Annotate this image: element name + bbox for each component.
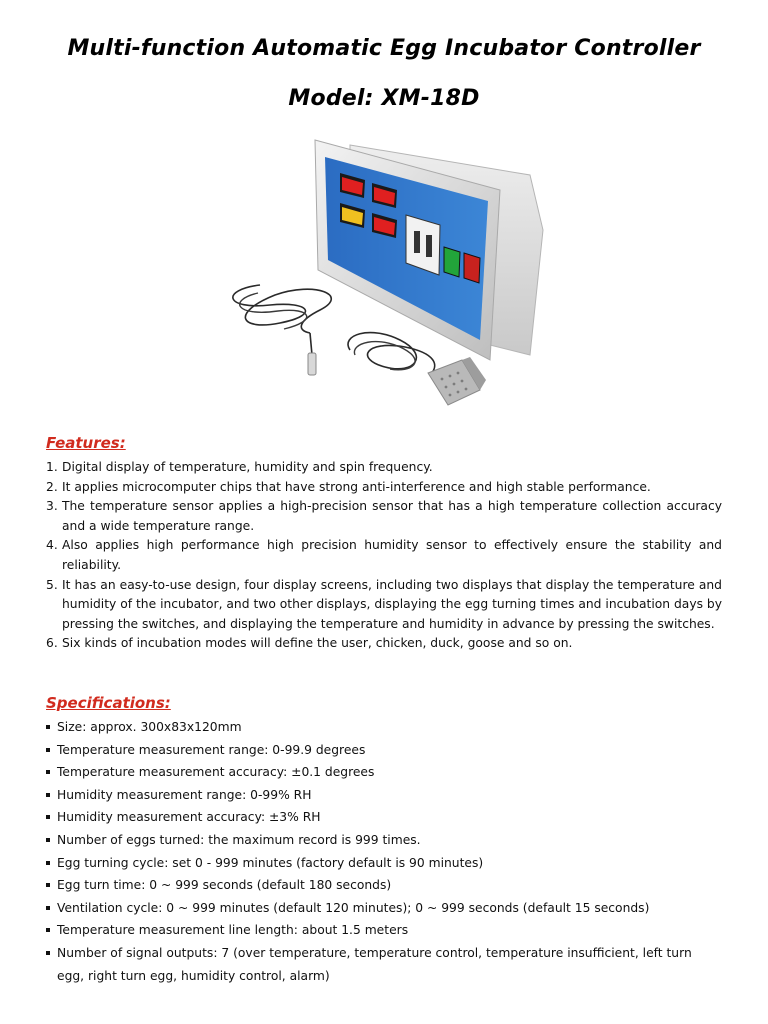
specifications-list [46, 716, 722, 987]
list-item [46, 576, 722, 635]
item-number: 3. [46, 499, 58, 514]
item-text: It has an easy-to-use design, four display screens, including two displays that display the temperature and humidity of the incubator, and two other displays, displaying the egg turning times and incubation days by pressing the switches, and displaying the temperature and humidity in advance by pressing the switches. [62, 577, 722, 631]
list-item [46, 478, 722, 498]
item-text: Digital display of temperature, humidity and spin frequency. [62, 460, 433, 474]
spec-item: Temperature measurement accuracy: ±0.1 degrees [46, 761, 722, 784]
spec-item: Temperature measurement line length: about 1.5 meters [46, 919, 722, 942]
list-item [46, 536, 722, 575]
item-text: The temperature sensor applies a high-precision sensor that has a high temperature collection accuracy and a wide temperature range. [62, 499, 722, 533]
item-number: 5. [46, 577, 58, 592]
spec-item: Number of signal outputs: 7 (over temperature, temperature control, temperature insufficient, left turn egg, right turn egg, humidity control, alarm) [46, 942, 722, 987]
list-item [46, 497, 722, 536]
features-heading: Features: [46, 434, 126, 452]
list-item [46, 634, 722, 654]
document-title: Multi-function Automatic Egg Incubator Controller [67, 36, 701, 61]
spec-item: Egg turning cycle: set 0 - 999 minutes (factory default is 90 minutes) [46, 852, 722, 875]
spec-item: Ventilation cycle: 0 ~ 999 minutes (default 120 minutes); 0 ~ 999 seconds (default 15 seconds) [46, 897, 722, 920]
spec-item: Humidity measurement accuracy: ±3% RH [46, 806, 722, 829]
item-text: It applies microcomputer chips that have strong anti-interference and high stable performance. [62, 479, 651, 494]
spec-item: Temperature measurement range: 0-99.9 degrees [46, 739, 722, 762]
spec-item: Size: approx. 300x83x120mm [46, 716, 722, 739]
list-item [46, 458, 722, 478]
spec-item: Number of eggs turned: the maximum record is 999 times. [46, 829, 722, 852]
item-number: 4. [46, 538, 58, 553]
spec-item: Egg turn time: 0 ~ 999 seconds (default 180 seconds) [46, 874, 722, 897]
model-number: Model: XM-18D [288, 86, 480, 111]
item-number: 6. [46, 636, 58, 651]
item-text: Also applies high performance high precision humidity sensor to effectively ensure the stability and reliability. [62, 538, 722, 572]
item-text: Six kinds of incubation modes will define the user, chicken, duck, goose and so on. [62, 636, 573, 651]
spec-item: Humidity measurement range: 0-99% RH [46, 784, 722, 807]
item-number: 2. [46, 479, 58, 494]
features-list [46, 458, 722, 654]
item-number: 1. [46, 460, 58, 474]
specifications-heading: Specifications: [46, 694, 171, 712]
incubator-controller-photo [200, 135, 550, 410]
